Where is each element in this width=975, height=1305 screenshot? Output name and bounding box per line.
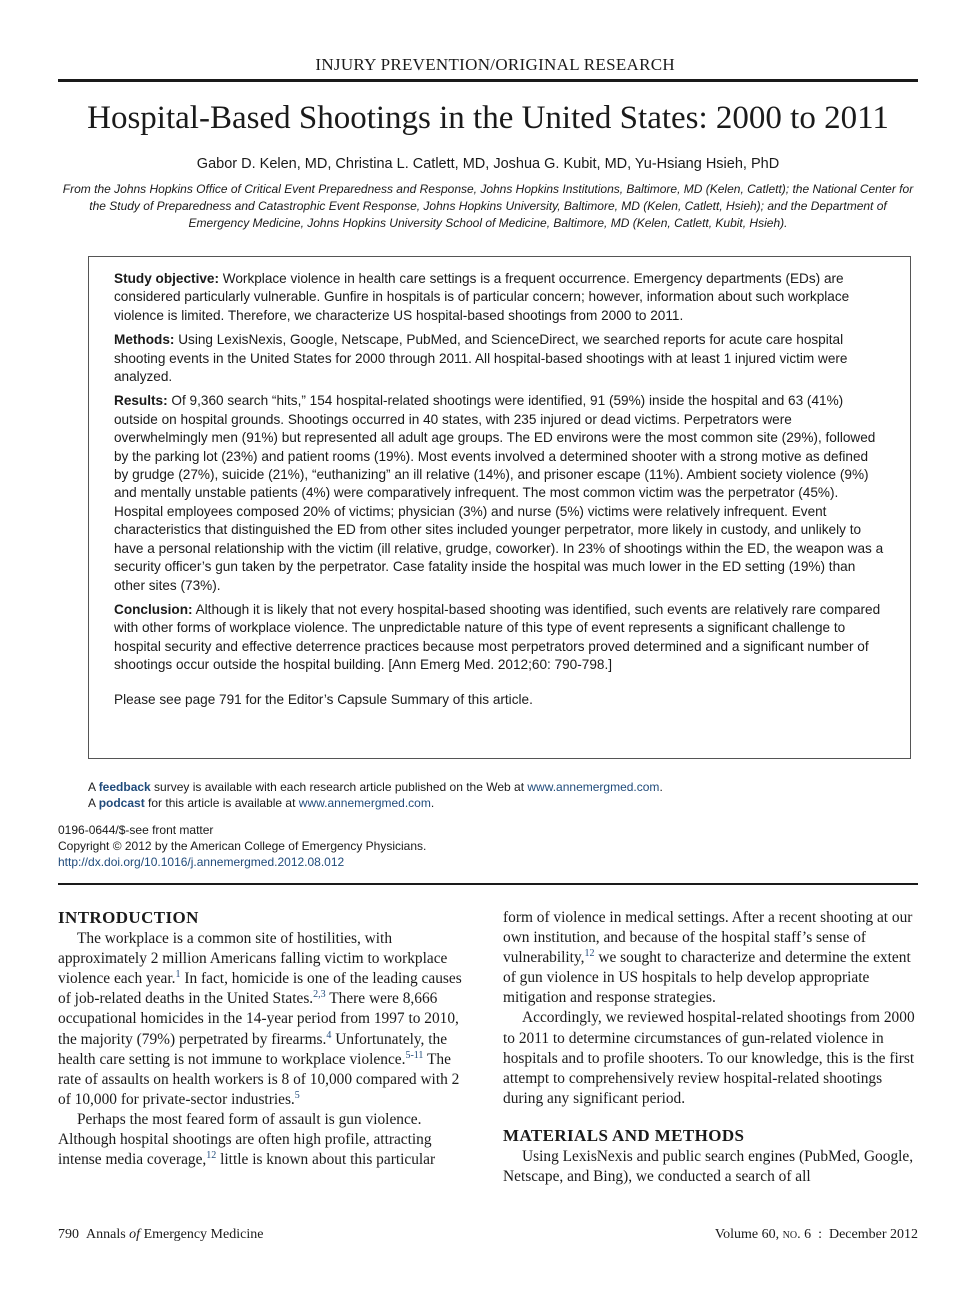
methods-paragraph-1: Using LexisNexis and public search engines (PubMed, Google, Netscape, and Bing), we conducted a search of all bbox=[503, 1148, 914, 1186]
citation-12a[interactable]: 12 bbox=[206, 1150, 217, 1162]
intro-p1-text-e: The rate of assaults on health workers is 8 of 10,000 compared with 2 of 10,000 for private-sector industries. bbox=[58, 1050, 460, 1108]
footer-right bbox=[715, 1227, 918, 1243]
introduction-heading: INTRODUCTION bbox=[58, 908, 199, 927]
front-matter bbox=[58, 822, 658, 870]
citation-2-3[interactable]: 2,3 bbox=[313, 989, 326, 1001]
intro-paragraph-2-start bbox=[58, 1110, 468, 1170]
abstract-objective bbox=[114, 270, 886, 325]
feedback-suffix: . bbox=[659, 780, 663, 794]
right-column bbox=[503, 908, 915, 1187]
feedback-url-link[interactable]: www.annemergmed.com bbox=[527, 780, 660, 794]
intro-p2-text-b-start: little is known about this particular bbox=[216, 1151, 436, 1169]
abstract-conclusion bbox=[114, 601, 886, 675]
objective-label: Study objective: bbox=[114, 271, 219, 286]
page-number: 790 bbox=[58, 1227, 79, 1242]
capsule-summary-note: Please see page 791 for the Editor’s Capsule Summary of this article. bbox=[114, 691, 533, 707]
intro-paragraph-3: Accordingly, we reviewed hospital-related shootings from 2000 to 2011 to determine circumstances of gun-related violence in hospitals and to profile shooters. To our knowledge, this is the first attempt to comprehensively review hospital-related shootings during any significant period. bbox=[503, 1009, 915, 1107]
citation-1[interactable]: 1 bbox=[175, 969, 181, 981]
affiliation: From the Johns Hopkins Office of Critical Event Preparedness and Response, Johns Hopkins Institutions, Baltimore, MD (Kelen, Catlett); the National Center for the Study of Preparedness and Catastrophic Event Response, Johns Hopkins University, Baltimore, MD (Kelen, Catlett, Hsieh); and the Department of Emergency Medicine, Johns Hopkins University School of Medicine, Baltimore, MD (Kelen, Catlett, Kubit, Hsieh). bbox=[62, 182, 914, 230]
abstract-results bbox=[114, 392, 886, 594]
footer-separator: : bbox=[818, 1227, 822, 1242]
intro-p1-text-c: There were 8,666 occupational homicides in the 14-year period from 1997 to 2010, the majority (79%) perpetrated by firearms. bbox=[58, 990, 459, 1048]
author-list: Gabor D. Kelen, MD, Christina L. Catlett, MD, Joshua G. Kubit, MD, Yu-Hsiang Hsieh, PhD bbox=[196, 156, 780, 172]
online-links bbox=[88, 779, 888, 811]
journal-name-a: Annals bbox=[86, 1227, 126, 1242]
citation-12b[interactable]: 12 bbox=[584, 948, 595, 960]
feedback-middle: survey is available with each research article published on the Web at bbox=[150, 780, 528, 794]
conclusion-text: Although it is likely that not every hospital-based shooting was identified, such events are relatively rare compared with other forms of workplace violence. The unpredictable nature of this type of event represents a significant challenge to hospital security and effective deterrence practices because most perpetrators proved determined and a significant number of shootings occur outside the hospital building. [Ann Emerg Med. 2012;60: 790-798.] bbox=[114, 601, 881, 673]
volume: Volume 60, bbox=[714, 1227, 780, 1242]
citation-4[interactable]: 4 bbox=[326, 1029, 332, 1041]
citation-5[interactable]: 5 bbox=[294, 1089, 300, 1101]
feedback-link[interactable]: feedback bbox=[98, 780, 151, 794]
body-rule bbox=[58, 883, 918, 885]
conclusion-label: Conclusion: bbox=[114, 601, 193, 617]
abstract-methods bbox=[114, 331, 886, 386]
intro-p2-text-a: Perhaps the most feared form of assault is gun violence. Although hospital shootings are often high profile, attracting intense media coverage, bbox=[58, 1110, 432, 1169]
methods-heading: MATERIALS AND METHODS bbox=[503, 1125, 745, 1145]
feedback-line bbox=[88, 779, 888, 795]
feedback-prefix: A bbox=[88, 780, 99, 794]
footer-left bbox=[58, 1227, 263, 1243]
journal-name-of: of bbox=[129, 1227, 141, 1242]
issn-line: 0196-0644/$-see front matter bbox=[58, 823, 214, 837]
intro-paragraph-1 bbox=[58, 929, 468, 1110]
podcast-line bbox=[88, 795, 888, 811]
header-rule bbox=[58, 79, 918, 82]
copyright-line: Copyright © 2012 by the American College of Emergency Physicians. bbox=[58, 839, 427, 853]
left-column bbox=[58, 908, 468, 1170]
podcast-url-link[interactable]: www.annemergmed.com bbox=[298, 796, 431, 810]
intro-p1-text-d: Unfortunately, the health care setting is not immune to workplace violence. bbox=[58, 1030, 448, 1068]
article-title: Hospital-Based Shootings in the United States: 2000 to 2011 bbox=[87, 100, 889, 136]
podcast-suffix: . bbox=[430, 796, 435, 810]
intro-p2-text-b-rest: form of violence in medical settings. After a recent shooting at our own institution, and because of the hospital staff’s sense of vulnerability, bbox=[503, 909, 913, 967]
intro-p1-text-a: The workplace is a common site of hostilities, with approximately 2 million Americans falling victim to workplace violence each year. bbox=[58, 930, 448, 988]
results-text: Of 9,360 search “hits,” 154 hospital-related shootings were identified, 91 (59%) inside the hospital and 63 (41%) outside on hospital grounds. Shootings occurred in 40 states, with 235 injured or dead victims. Perpetrators were overwhelmingly men (91%) but represented all adult age groups. The ED environs were the most common site (29%), followed by the parking lot (23%) and patient rooms (19%). Most events involved a determined shooter with a strong motive as defined by grudge (27%), suicide (21%), “euthanizing” an ill relative (14%), and prisoner escape (11%). Ambient society violence (9%) and mentally unstable patients (4%) were comparatively infrequent. The most common victim was the perpetrator (45%). Hospital employees composed 20% of victims; physician (3%) and nurse (5%) victims were relatively infrequent. Event characteristics that distinguished the ED from other sites included younger perpetrator, more likely in custody, and unlikely to have a personal relationship with the victim (ill relative, grudge, coworker). In 23% of shootings within the ED, the weapon was a security officer’s gun taken by the perpetrator. Case fatality inside the hospital was much lower in the ED setting (19%) than other sites (73%). bbox=[114, 393, 884, 593]
citation-5-11[interactable]: 5-11 bbox=[405, 1049, 424, 1061]
intro-p1-text-b: In fact, homicide is one of the leading causes of job-related deaths in the United States. bbox=[58, 970, 462, 1008]
journal-name-b: Emergency Medicine bbox=[143, 1227, 264, 1242]
intro-p2-text-c: we sought to characterize and determine the extent of gun violence in US hospitals to help develop appropriate mitigation and response strategies. bbox=[503, 949, 911, 1007]
podcast-middle: for this article is available at bbox=[144, 796, 299, 810]
intro-paragraph-2-continued bbox=[503, 908, 915, 1008]
issue: no. 6 bbox=[782, 1227, 812, 1242]
issue-date: December 2012 bbox=[828, 1227, 918, 1242]
objective-text: Workplace violence in health care settings is a frequent occurrence. Emergency departments (EDs) are considered particularly vulnerable. Gunfire in hospitals is of particular concern; however, information about such workplace violence is limited. Therefore, we characterize US hospital-based shootings from 2000 to 2011. bbox=[114, 271, 850, 323]
section-label: INJURY PREVENTION/ORIGINAL RESEARCH bbox=[315, 55, 675, 74]
podcast-link[interactable]: podcast bbox=[98, 796, 145, 810]
methods-label: Methods: bbox=[114, 332, 175, 348]
doi-link[interactable]: http://dx.doi.org/10.1016/j.annemergmed.2012.08.012 bbox=[58, 855, 345, 869]
results-label: Results: bbox=[114, 393, 168, 409]
podcast-prefix: A bbox=[88, 796, 99, 810]
methods-text: Using LexisNexis, Google, Netscape, PubMed, and ScienceDirect, we searched reports for acute care hospital shooting events in the United States for 2000 through 2011. All hospital-based shootings with at least 1 injured victim were analyzed. bbox=[114, 332, 848, 385]
abstract-box bbox=[88, 256, 911, 759]
